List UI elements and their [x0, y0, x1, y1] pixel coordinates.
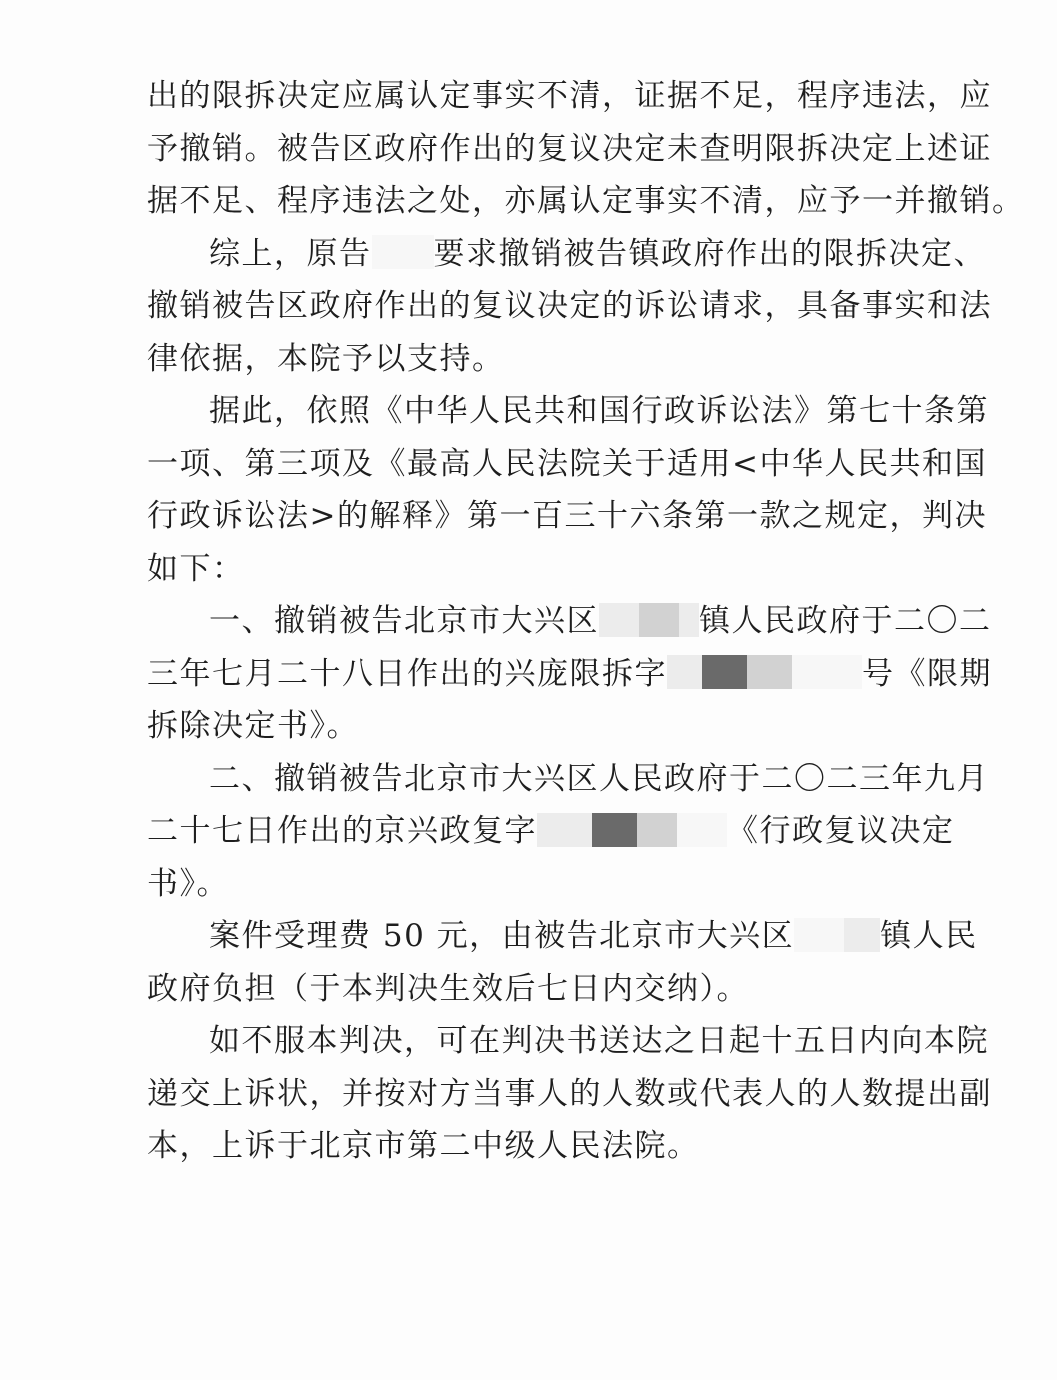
text-line: 二、撤销被告北京市大兴区人民政府于二〇二三年九月: [209, 760, 989, 797]
text-line: 本，上诉于北京市第二中级人民法院。: [147, 1128, 700, 1164]
text-line: 案件受理费 50 元，由被告北京市大兴区 镇人民: [209, 918, 978, 954]
text-line: 一、撤销被告北京市大兴区 镇人民政府于二〇二: [209, 603, 992, 639]
text-line: 行政诉讼法>的解释》第一百三十六条第一款之规定，判决: [147, 498, 987, 534]
text-line: 书》。: [147, 865, 229, 902]
redaction-document-number: [537, 813, 727, 847]
judgment-text: [147, 70, 1025, 1173]
redaction-town-name: [794, 918, 880, 952]
redaction-plaintiff-name: [372, 235, 434, 269]
text-line: 政府负担（于本判决生效后七日内交纳）。: [147, 970, 749, 1007]
text-line: 撤销被告区政府作出的复议决定的诉讼请求，具备事实和法: [147, 288, 992, 324]
text-line: 如不服本判决，可在判决书送达之日起十五日内向本院: [209, 1023, 989, 1059]
text-line: 综上，原告 要求撤销被告镇政府作出的限拆决定、: [209, 235, 986, 272]
text-line: 据此，依照《中华人民共和国行政诉讼法》第七十条第: [209, 393, 989, 429]
text-line: 予撤销。被告区政府作出的复议决定未查明限拆决定上述证: [147, 130, 992, 167]
text-line: 一项、第三项及《最高人民法院关于适用<中华人民共和国: [147, 445, 987, 482]
text-line: 二十七日作出的京兴政复字 《行政复议决定: [147, 813, 955, 849]
text-line: 三年七月二十八日作出的兴庞限拆字 号《限期: [147, 655, 992, 692]
text-line: 出的限拆决定应属认定事实不清，证据不足，程序违法，应: [147, 78, 992, 114]
text-line: 据不足、程序违法之处，亦属认定事实不清，应予一并撤销。: [147, 183, 1025, 219]
text-line: 递交上诉状，并按对方当事人的人数或代表人的人数提出副: [147, 1075, 992, 1112]
text-line: 拆除决定书》。: [147, 708, 359, 744]
text-line: 律依据，本院予以支持。: [147, 340, 505, 377]
text-line: 如下：: [147, 550, 245, 587]
redaction-town-name: [599, 603, 699, 637]
redaction-document-number: [667, 655, 862, 689]
